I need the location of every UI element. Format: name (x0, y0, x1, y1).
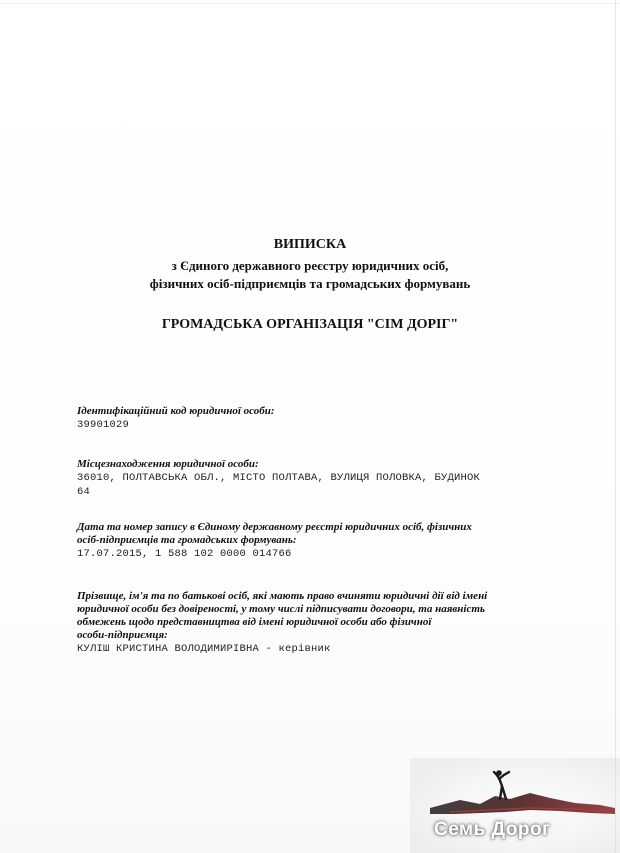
field-registration-record (77, 521, 557, 561)
field-value: 39901029 (77, 419, 130, 431)
subtitle-line-1: з Єдиного державного реєстру юридичних осіб, (171, 258, 449, 273)
document-subtitle (40, 257, 580, 293)
field-value: 17.07.2015, 1 588 102 0000 014766 (77, 548, 292, 560)
subtitle-line-2: фізичних осіб-підприємців та громадських формувань (149, 276, 471, 291)
field-label: Місцезнаходження юридичної особи: (77, 458, 259, 470)
field-value-line-1: 36010, ПОЛТАВСЬКА ОБЛ., МІСТО ПОЛТАВА, ВУЛИЦЯ ПОЛОВКА, БУДИНОК (77, 472, 481, 484)
field-label-line-2: осіб-підприємців та громадських формувань: (77, 534, 297, 546)
field-label: Ідентифікаційний код юридичної особи: (77, 405, 275, 417)
field-identification-code (77, 405, 557, 432)
field-value: КУЛІШ КРИСТИНА ВОЛОДИМИРІВНА - керівник (77, 643, 331, 655)
field-value-line-2: 64 (77, 486, 91, 498)
page-edge-top (0, 3, 620, 4)
organization-name: ГРОМАДСЬКА ОРГАНІЗАЦІЯ "СІМ ДОРІГ" (161, 317, 459, 332)
watermark-text: Семь Дорог (434, 819, 551, 840)
field-location (77, 458, 557, 499)
page-edge (615, 0, 616, 853)
field-authorized-persons (77, 590, 557, 656)
field-label-line-4: особи-підприємця: (77, 629, 168, 641)
field-label-line-1: Прізвище, ім'я та по батькові осіб, які мають право вчиняти юридичні дії від імені (77, 590, 488, 602)
document-title: ВИПИСКА (273, 237, 347, 252)
field-label-line-2: юридичної особи без довіреності, у тому числі підписувати договори, та наявність (77, 603, 485, 615)
field-label-line-3: обмежень щодо представництва від імені юридичної особи або фізичної (77, 616, 432, 628)
field-label-line-1: Дата та номер запису в Єдиному державному реєстрі юридичних осіб, фізичних (77, 521, 472, 533)
